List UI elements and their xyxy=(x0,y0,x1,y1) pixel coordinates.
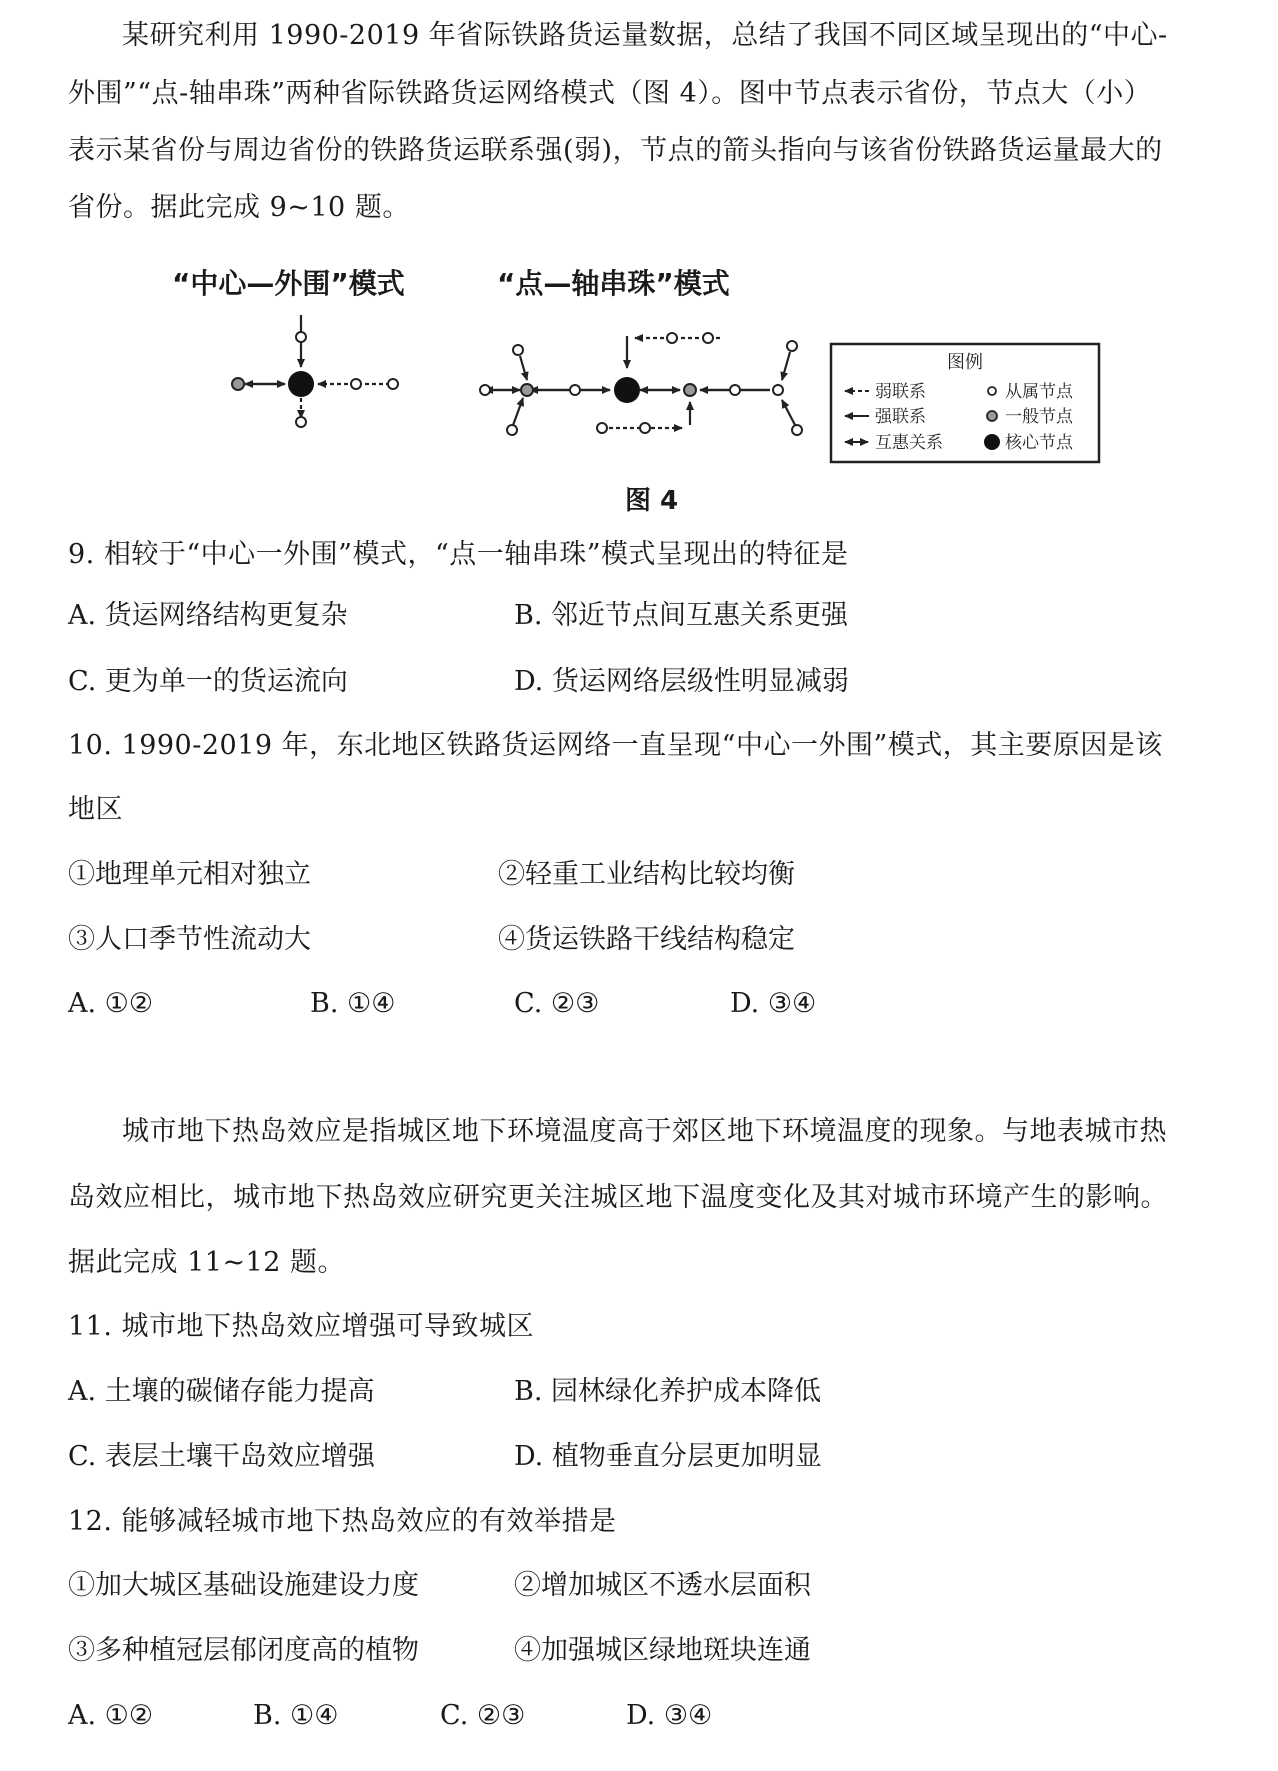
q10-option-d: D. ③④ xyxy=(730,988,817,1019)
q12-item-4: ④加强城区绿地斑块连通 xyxy=(514,1635,811,1666)
general-node xyxy=(521,384,533,396)
q12-item-3: ③多种植冠层郁闭度高的植物 xyxy=(68,1635,419,1666)
legend-mutual: 互惠关系 xyxy=(875,433,943,453)
point-axis-nodes xyxy=(480,333,802,435)
passage2-line-3: 据此完成 11~12 题。 xyxy=(68,1247,346,1278)
legend-general: 一般节点 xyxy=(1005,407,1073,427)
q10-stem-line-1: 10. 1990-2019 年，东北地区铁路货运网络一直呈现“中心一外围”模式，其主要原因是该 xyxy=(68,730,1163,761)
subordinate-node xyxy=(480,385,490,395)
q12-stem: 12. 能够减轻城市地下热岛效应的有效举措是 xyxy=(68,1506,617,1537)
q12-option-b: B. ①④ xyxy=(253,1700,339,1731)
subordinate-node xyxy=(597,423,607,433)
figure-title-point-axis: “点—轴串珠”模式 xyxy=(497,267,730,300)
q10-option-b: B. ①④ xyxy=(310,988,396,1019)
q10-option-a: A. ①② xyxy=(68,988,154,1019)
q12-option-a: A. ①② xyxy=(68,1700,154,1731)
figure-title-core-periphery: “中心—外围”模式 xyxy=(172,267,405,300)
network-diagram xyxy=(0,0,1278,480)
subordinate-node xyxy=(667,333,677,343)
core-node xyxy=(614,377,640,403)
core-node xyxy=(288,371,314,397)
passage2-line-2: 岛效应相比，城市地下热岛效应研究更关注城区地下温度变化及其对城市环境产生的影响。 xyxy=(68,1182,1168,1213)
legend-subordinate: 从属节点 xyxy=(1005,382,1073,402)
q9-option-d: D. 货运网络层级性明显减弱 xyxy=(514,666,849,697)
q12-option-c: C. ②③ xyxy=(440,1700,526,1731)
passage2-line-1: 城市地下热岛效应是指城区地下环境温度高于郊区地下环境温度的现象。与地表城市热 xyxy=(122,1116,1167,1147)
core-periphery-nodes xyxy=(232,332,398,427)
q11-option-a: A. 土壤的碳储存能力提高 xyxy=(68,1376,375,1407)
passage1-line-3: 表示某省份与周边省份的铁路货运联系强(弱)，节点的箭头指向与该省份铁路货运量最大的 xyxy=(68,135,1163,166)
subordinate-node xyxy=(730,385,740,395)
legend xyxy=(831,344,1099,462)
general-node xyxy=(684,384,696,396)
point-axis-diagram xyxy=(485,336,795,428)
q9-stem: 9. 相较于“中心一外围”模式，“点一轴串珠”模式呈现出的特征是 xyxy=(68,539,849,570)
subordinate-node xyxy=(388,379,398,389)
passage1-line-1: 某研究利用 1990-2019 年省际铁路货运量数据，总结了我国不同区域呈现出的“中心- xyxy=(122,20,1168,51)
q10-option-c: C. ②③ xyxy=(514,988,600,1019)
passage1-line-2: 外围”“点-轴串珠”两种省际铁路货运网络模式（图 4）。图中节点表示省份，节点大（小） xyxy=(68,78,1152,109)
q10-item-4: ④货运铁路干线结构稳定 xyxy=(498,924,795,955)
legend-core: 核心节点 xyxy=(1005,433,1073,453)
passage1-line-4: 省份。据此完成 9~10 题。 xyxy=(68,192,410,223)
q11-option-c: C. 表层土壤干岛效应增强 xyxy=(68,1441,375,1472)
subordinate-node xyxy=(570,385,580,395)
q9-option-a: A. 货运网络结构更复杂 xyxy=(68,600,348,631)
q11-option-b: B. 园林绿化养护成本降低 xyxy=(514,1376,822,1407)
q12-option-d: D. ③④ xyxy=(626,1700,713,1731)
q12-item-2: ②增加城区不透水层面积 xyxy=(514,1570,811,1601)
subordinate-node xyxy=(351,379,361,389)
subordinate-node xyxy=(507,425,517,435)
subordinate-node xyxy=(773,385,783,395)
q10-item-1: ①地理单元相对独立 xyxy=(68,859,311,890)
subordinate-node xyxy=(513,345,523,355)
subordinate-node xyxy=(792,425,802,435)
q9-option-b: B. 邻近节点间互惠关系更强 xyxy=(514,600,849,631)
q12-item-1: ①加大城区基础设施建设力度 xyxy=(68,1570,419,1601)
q11-option-d: D. 植物垂直分层更加明显 xyxy=(514,1441,822,1472)
subordinate-node xyxy=(296,332,306,342)
figure-caption: 图 4 xyxy=(625,486,679,516)
q10-stem-line-2: 地区 xyxy=(68,794,123,825)
q10-item-2: ②轻重工业结构比较均衡 xyxy=(498,859,795,890)
subordinate-node xyxy=(640,423,650,433)
q9-option-c: C. 更为单一的货运流向 xyxy=(68,666,348,697)
q10-item-3: ③人口季节性流动大 xyxy=(68,924,311,955)
q11-stem: 11. 城市地下热岛效应增强可导致城区 xyxy=(68,1311,535,1342)
subordinate-node xyxy=(296,417,306,427)
core-periphery-diagram xyxy=(245,315,390,418)
subordinate-node xyxy=(703,333,713,343)
general-node xyxy=(232,378,244,390)
legend-title: 图例 xyxy=(947,352,983,373)
legend-weak: 弱联系 xyxy=(875,382,926,402)
subordinate-node xyxy=(787,341,797,351)
legend-strong: 强联系 xyxy=(875,407,926,427)
